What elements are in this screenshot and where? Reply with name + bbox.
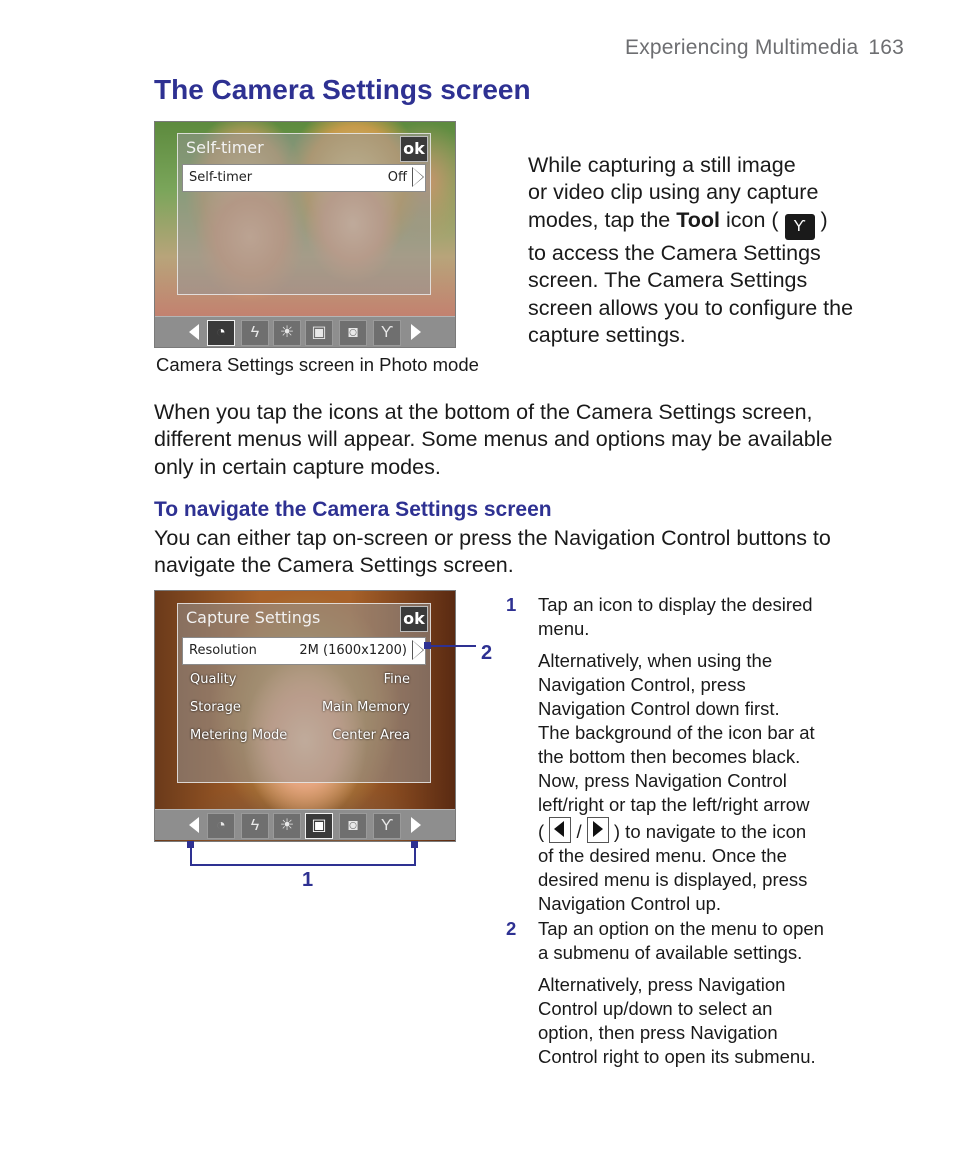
- arrow-line: ( / ) to navigate to the icon: [538, 817, 815, 844]
- brightness-icon[interactable]: ☀: [273, 320, 301, 346]
- right-arrow-icon[interactable]: [411, 324, 421, 340]
- callout-line: [414, 844, 416, 866]
- intro-line: modes, tap the Tool icon ( ϒ ): [528, 207, 853, 240]
- callout-number-2: 2: [481, 642, 493, 664]
- icon-bar: [155, 316, 455, 347]
- option-value: Off: [387, 170, 407, 185]
- flash-icon[interactable]: ϟ: [241, 813, 269, 839]
- intro-line: capture settings.: [528, 323, 686, 348]
- section-title: Experiencing Multimedia: [624, 36, 859, 59]
- option-row[interactable]: [190, 672, 410, 687]
- page-number: 163: [868, 36, 904, 59]
- step-number: 1: [506, 594, 517, 615]
- option-label: Resolution: [189, 643, 257, 658]
- option-label: Self-timer: [189, 170, 253, 185]
- tool-icon[interactable]: ϒ: [373, 813, 401, 839]
- page-title: The Camera Settings screen: [154, 74, 531, 105]
- menus-paragraph: When you tap the icons at the bottom of the Camera Settings screen, different menus will appear. Some menus and options may be available only in certain capture modes.: [154, 400, 833, 479]
- figure-caption: Camera Settings screen in Photo mode: [156, 354, 479, 375]
- option-label: Metering Mode: [190, 728, 288, 743]
- timer-icon[interactable]: ◔: [207, 320, 235, 346]
- callout-number-1: 1: [302, 869, 314, 891]
- callout-line: [190, 864, 416, 866]
- brightness-icon[interactable]: ☀: [273, 813, 301, 839]
- tool-icon[interactable]: ϒ: [373, 320, 401, 346]
- tool-label: Tool: [676, 207, 720, 232]
- capture-settings-icon[interactable]: ▣: [305, 320, 333, 346]
- flash-icon[interactable]: ϟ: [241, 320, 269, 346]
- running-header: [625, 36, 904, 60]
- intro-paragraph: [528, 152, 853, 349]
- step-number: 2: [506, 918, 517, 939]
- option-value: 2M (1600x1200): [299, 643, 407, 658]
- screenshot-self-timer: [154, 121, 456, 348]
- callout-line: [428, 645, 476, 647]
- option-row[interactable]: [190, 728, 410, 743]
- wrench-icon: ϒ: [785, 214, 815, 240]
- intro-line: to access the Camera Settings: [528, 240, 821, 265]
- option-row-selected[interactable]: [182, 637, 426, 665]
- overlay-title: Self-timer: [186, 138, 264, 157]
- timer-icon[interactable]: ◔: [207, 813, 235, 839]
- section-subheading: To navigate the Camera Settings screen: [154, 498, 552, 521]
- option-value: Center Area: [332, 728, 410, 743]
- left-arrow-icon[interactable]: [189, 324, 199, 340]
- intro-line: or video clip using any capture: [528, 180, 819, 205]
- intro-line: screen allows you to configure the: [528, 295, 854, 320]
- intro-line: While capturing a still image: [528, 153, 796, 177]
- camera-icon[interactable]: ◙: [339, 813, 367, 839]
- capture-settings-icon[interactable]: ▣: [305, 813, 333, 839]
- option-label: Quality: [190, 672, 237, 687]
- left-arrow-icon: [549, 817, 571, 843]
- settings-overlay: [177, 133, 431, 295]
- option-value: Fine: [383, 672, 410, 687]
- option-value: Main Memory: [321, 700, 410, 715]
- step-1-text: Tap an icon to display the desired menu. Alternatively, when using the Navigation Control, press Navigation Control down first. The background of the icon bar at the bottom then becomes black. Now, press Navigation Control left/right or tap the left/right arrow ( / ) to navigate to the icon of the desired menu. Once the desired menu is displayed, press Navigation Control up.: [538, 594, 815, 914]
- overlay-title: Capture Settings: [186, 608, 321, 627]
- option-label: Storage: [190, 700, 241, 715]
- left-arrow-icon[interactable]: [189, 817, 199, 833]
- navigate-paragraph: You can either tap on-screen or press the Navigation Control buttons to navigate the Camera Settings screen.: [154, 526, 831, 578]
- ok-button[interactable]: ok: [400, 136, 428, 162]
- option-row-selected[interactable]: [182, 164, 426, 192]
- settings-overlay: [177, 603, 431, 783]
- ok-button[interactable]: ok: [400, 606, 428, 632]
- screenshot-capture-settings: [154, 590, 456, 842]
- intro-line: screen. The Camera Settings: [528, 268, 808, 293]
- callout-line: [190, 844, 192, 866]
- camera-icon[interactable]: ◙: [339, 320, 367, 346]
- right-arrow-icon[interactable]: [411, 817, 421, 833]
- step-2-text: Tap an option on the menu to open a submenu of available settings. Alternatively, press Navigation Control up/down to select an option, then press Navigation Control right to open its submenu.: [538, 918, 824, 1067]
- option-row[interactable]: [190, 700, 410, 715]
- right-arrow-icon: [587, 817, 609, 843]
- icon-bar: [155, 809, 455, 840]
